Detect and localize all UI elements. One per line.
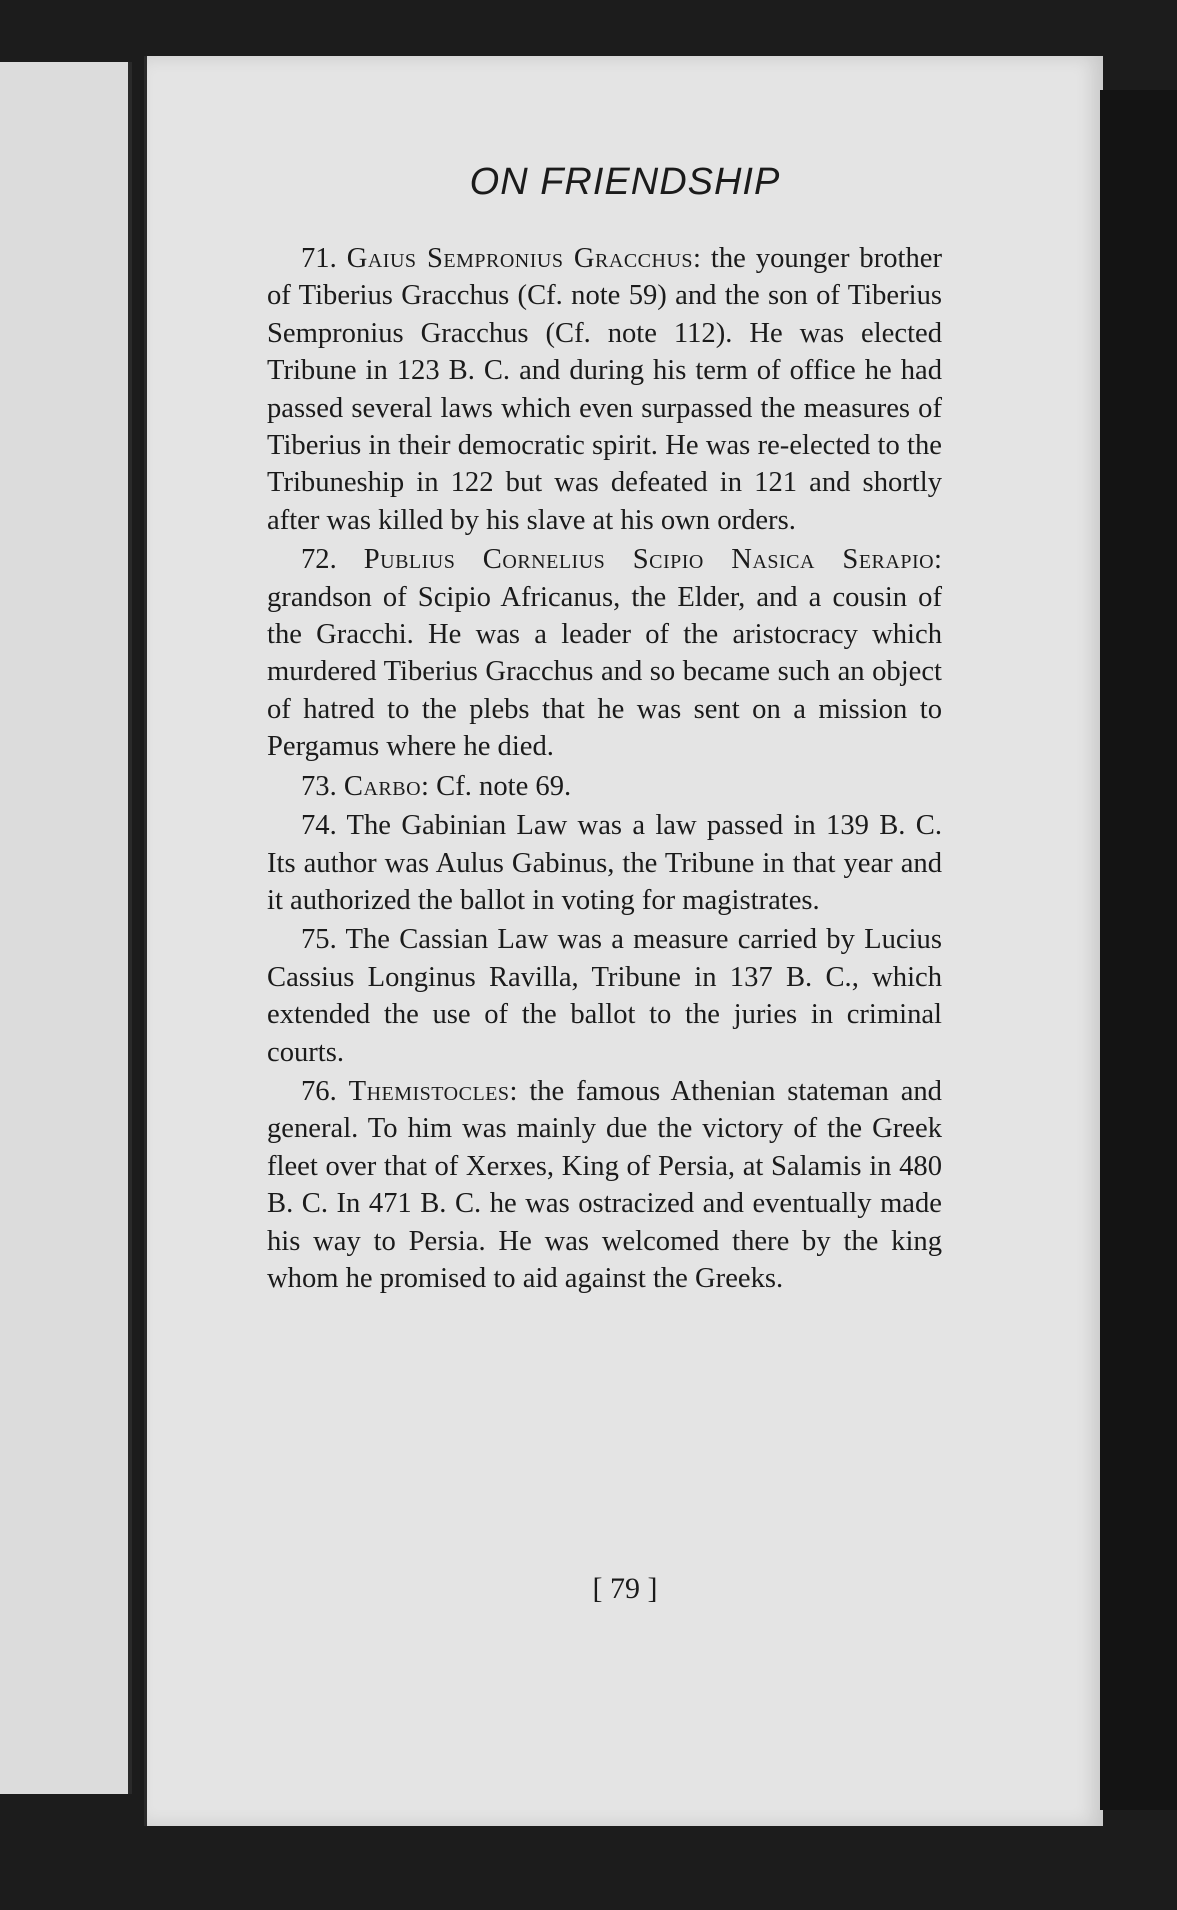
scan-border bbox=[1100, 90, 1177, 1810]
note-term: Publius Cornelius Scipio Nasica Serapio bbox=[363, 544, 935, 576]
note-number: 71. bbox=[301, 243, 337, 274]
note-number: 73. bbox=[301, 770, 337, 802]
note-separator: : bbox=[509, 1075, 518, 1107]
page-number: [ 79 ] bbox=[592, 1572, 658, 1605]
note-separator: : bbox=[934, 544, 942, 576]
note-74 bbox=[267, 807, 942, 919]
left-page-edge bbox=[0, 62, 132, 1794]
note-75 bbox=[267, 921, 942, 1071]
running-header: ON FRIENDSHIP bbox=[469, 161, 781, 203]
note-text: The Cassian Law was a measure carried by Lucius Cassius Longinus Ravilla, Tribune in 137 B. C., which extended the use of the ballot to the juries in criminal courts. bbox=[267, 924, 942, 1068]
note-73 bbox=[267, 768, 942, 805]
note-term: Themistocles bbox=[348, 1075, 510, 1107]
note-number: 75. bbox=[301, 924, 337, 956]
note-term: Carbo bbox=[343, 770, 422, 802]
note-number: 76. bbox=[301, 1075, 337, 1107]
note-number: 74. bbox=[301, 810, 337, 842]
note-text: grandson of Scipio Africanus, the Elder, and a cousin of the Gracchi. He was a leader of the aristocracy which murdered Tiberius Gracchus and so became such an object of hatred to the plebs that he was sent on a mission to Pergamus where he died. bbox=[267, 581, 942, 763]
note-number: 72. bbox=[301, 544, 337, 576]
note-text: The Gabinian Law was a law passed in 139 B. C. Its author was Aulus Gabinus, the Tribune in that year and it authorized the ballot in voting for magistrates. bbox=[267, 810, 942, 916]
notes-body bbox=[267, 240, 942, 1299]
note-76 bbox=[267, 1073, 942, 1297]
book-page bbox=[144, 56, 1103, 1826]
note-separator: : bbox=[693, 243, 701, 274]
note-text: the younger brother of Tiberius Gracchus (Cf. note 59) and the son of Tiberius Sempronius Gracchus (Cf. note 112). He was elected Tribune in 123 B. C. and during his term of office he had passed several laws which even surpassed the measures of Tiberius in their democratic spirit. He was re-elected to the Tribuneship in 122 but was defeated in 121 and shortly after was killed by his slave at his own orders. bbox=[267, 243, 943, 536]
note-71 bbox=[267, 240, 942, 539]
note-text: the famous Athenian stateman and general. To him was mainly due the victory of the Greek fleet over that of Xerxes, King of Persia, at Salamis in 480 B. C. In 471 B. C. he was ostracized and eventually made his way to Persia. He was welcomed there by the king whom he promised to aid against the Greeks. bbox=[267, 1075, 942, 1294]
note-72 bbox=[267, 541, 942, 765]
note-text: Cf. note 69. bbox=[436, 770, 572, 802]
note-separator: : bbox=[421, 770, 429, 802]
note-term: Gaius Sempronius Gracchus bbox=[346, 243, 694, 274]
